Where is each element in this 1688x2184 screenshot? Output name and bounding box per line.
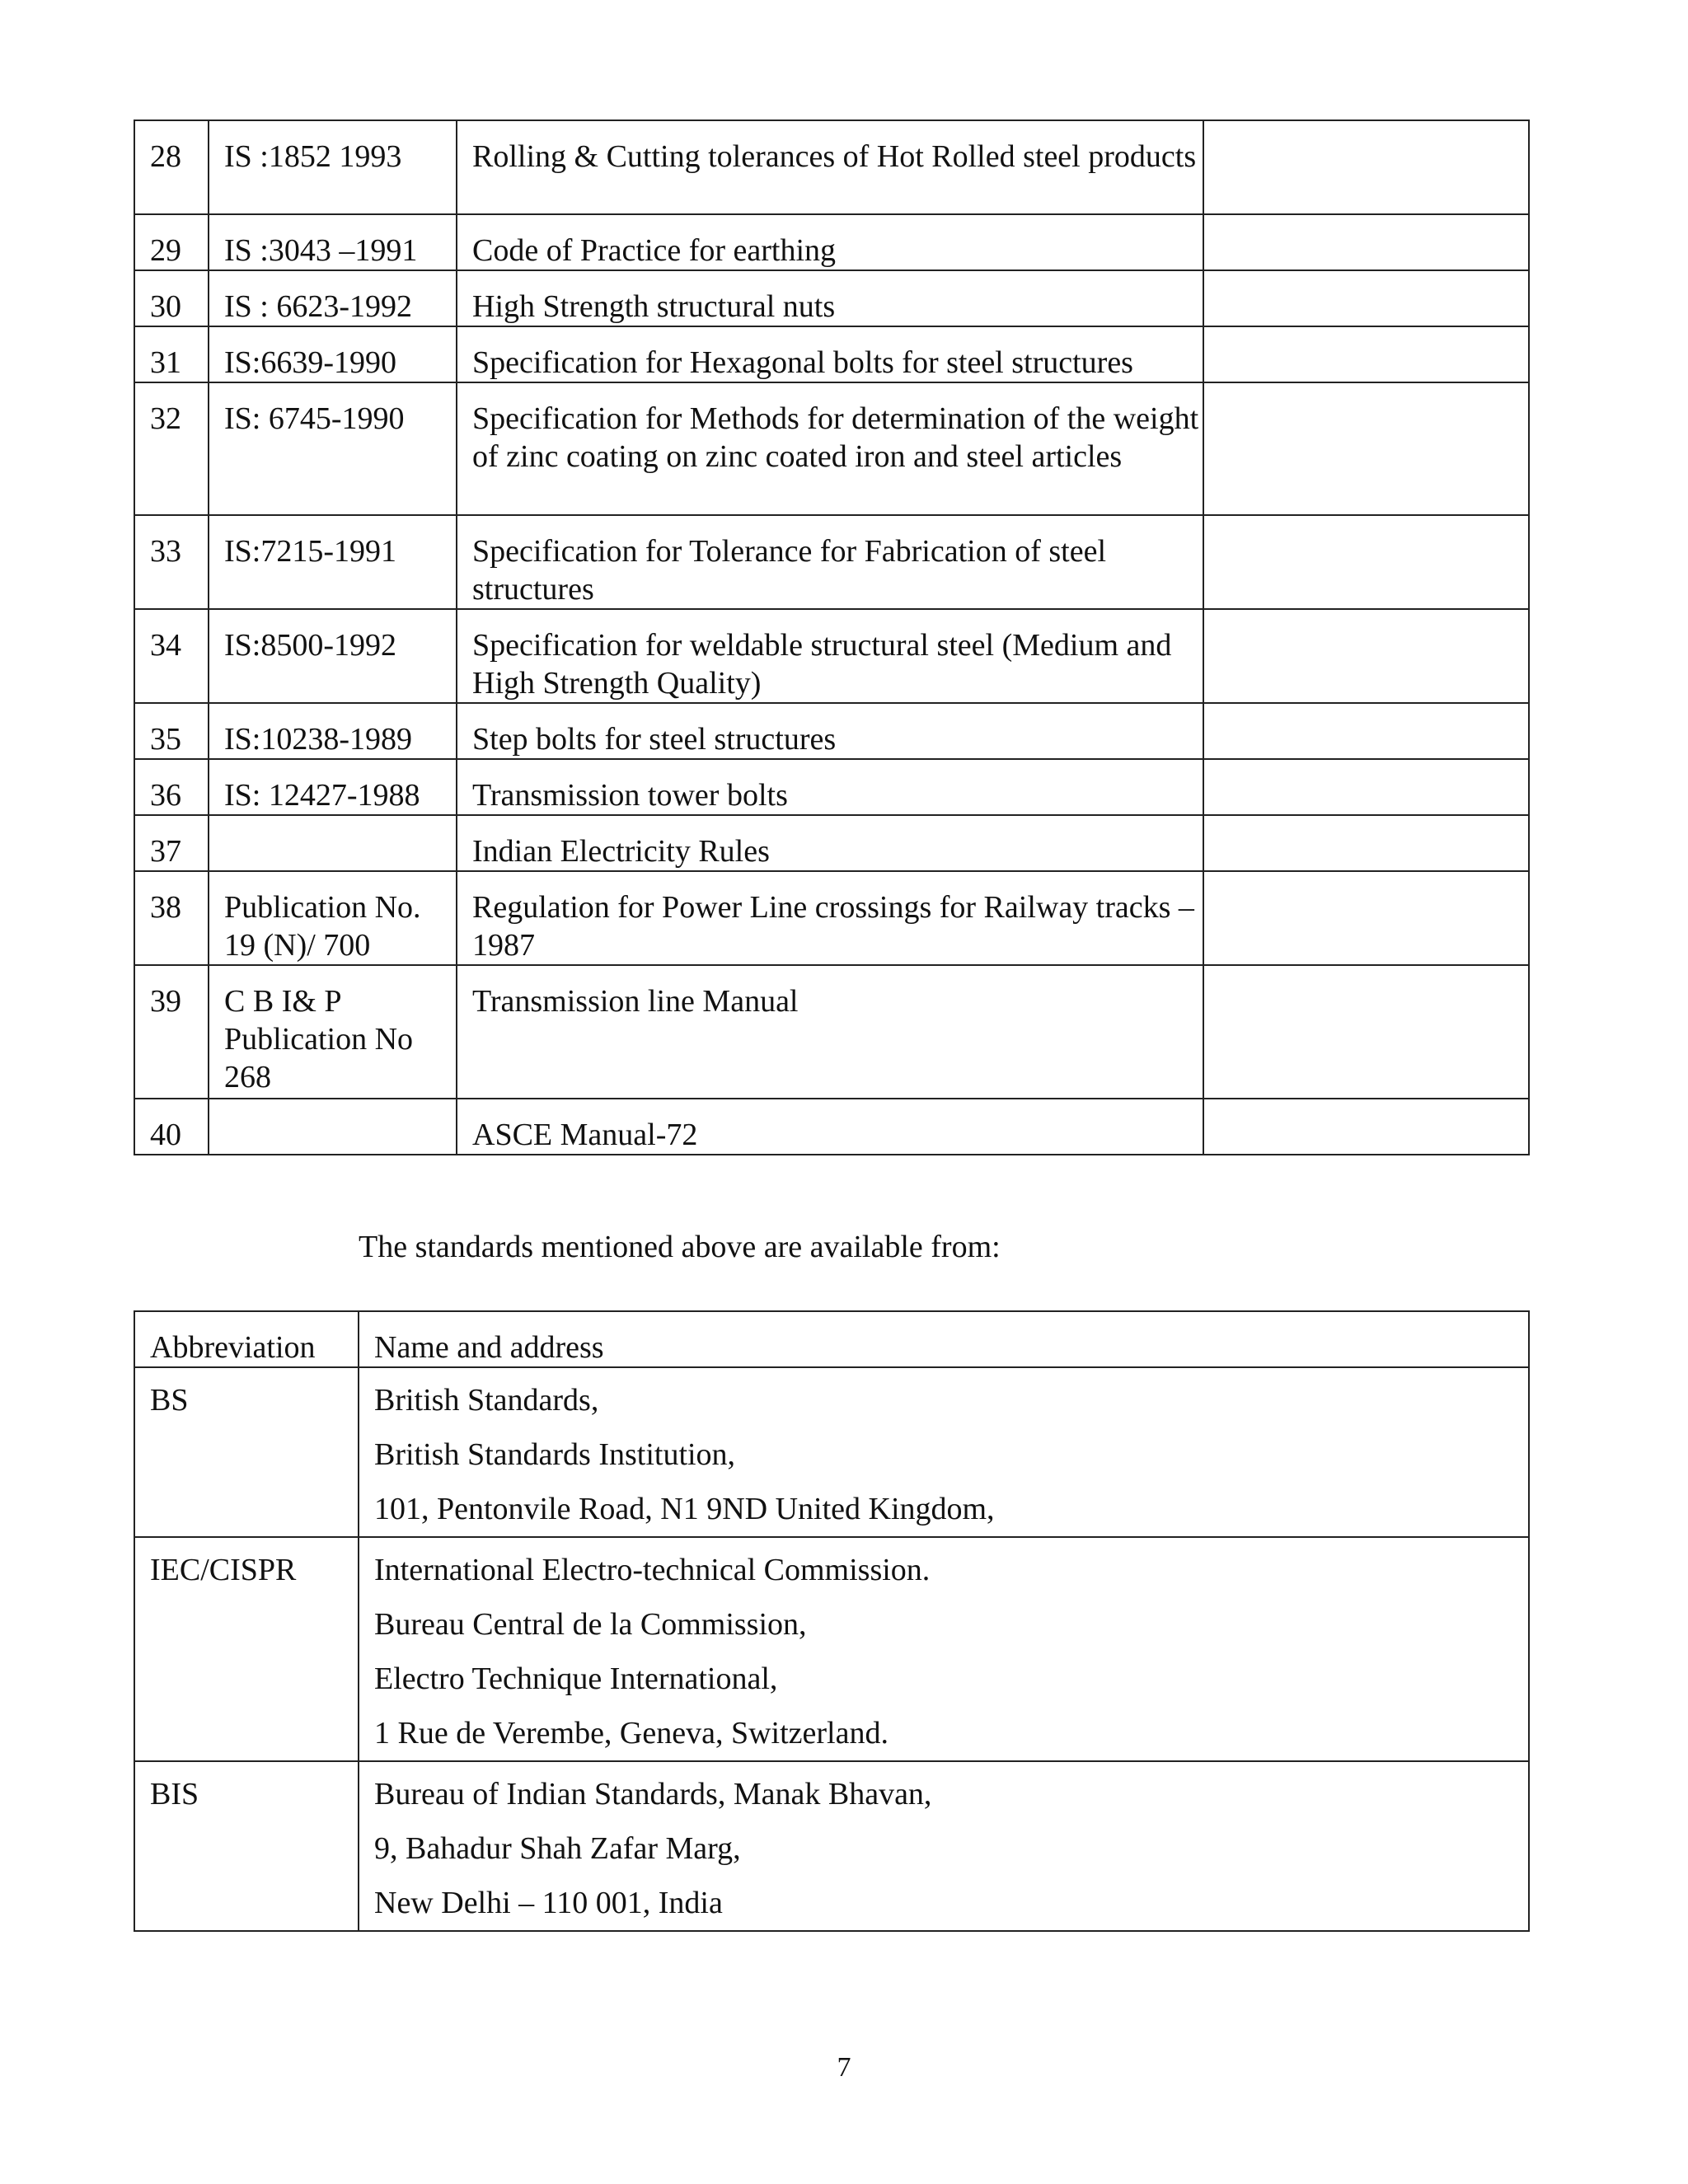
standard-number: 35 bbox=[134, 703, 209, 759]
address-line: 101, Pentonvile Road, N1 9ND United Kingdom, bbox=[374, 1492, 995, 1526]
standard-code: IS : 6623-1992 bbox=[209, 270, 457, 326]
table-row bbox=[134, 871, 1529, 965]
organization-abbreviation: IEC/CISPR bbox=[134, 1537, 359, 1761]
standard-code: Publication No. 19 (N)/ 700 bbox=[209, 871, 457, 965]
standard-number: 33 bbox=[134, 515, 209, 609]
address-line: New Delhi – 110 001, India bbox=[374, 1886, 723, 1920]
standard-title: Indian Electricity Rules bbox=[457, 815, 1203, 871]
standard-title: ASCE Manual-72 bbox=[457, 1099, 1203, 1155]
address-line: Electro Technique International, bbox=[374, 1661, 778, 1696]
table-row bbox=[134, 214, 1529, 270]
table-row bbox=[134, 1761, 1529, 1931]
standard-code: IS :1852 1993 bbox=[209, 120, 457, 214]
address-line: British Standards Institution, bbox=[374, 1437, 736, 1472]
page-number: 7 bbox=[837, 2052, 851, 2083]
standard-code: IS:8500-1992 bbox=[209, 609, 457, 703]
standard-title: Transmission line Manual bbox=[457, 965, 1203, 1099]
standard-remarks bbox=[1203, 965, 1529, 1099]
standard-number: 30 bbox=[134, 270, 209, 326]
standard-number: 28 bbox=[134, 120, 209, 214]
table-row bbox=[134, 1537, 1529, 1761]
table-row bbox=[134, 609, 1529, 703]
table-row bbox=[134, 815, 1529, 871]
address-line: 9, Bahadur Shah Zafar Marg, bbox=[374, 1831, 741, 1866]
address-line: Bureau of Indian Standards, Manak Bhavan, bbox=[374, 1777, 932, 1811]
organization-address bbox=[359, 1367, 1529, 1537]
address-line: 1 Rue de Verembe, Geneva, Switzerland. bbox=[374, 1716, 889, 1750]
standard-number: 34 bbox=[134, 609, 209, 703]
standard-remarks bbox=[1203, 382, 1529, 515]
table-row bbox=[134, 965, 1529, 1099]
standard-number: 37 bbox=[134, 815, 209, 871]
table-row bbox=[134, 382, 1529, 515]
standard-code bbox=[209, 1099, 457, 1155]
abbreviation-header: Abbreviation bbox=[134, 1311, 359, 1367]
standard-code: IS:6639-1990 bbox=[209, 326, 457, 382]
standard-remarks bbox=[1203, 1099, 1529, 1155]
standard-remarks bbox=[1203, 270, 1529, 326]
standard-title: High Strength structural nuts bbox=[457, 270, 1203, 326]
standard-title: Rolling & Cutting tolerances of Hot Rolled steel products bbox=[457, 120, 1203, 214]
table-row bbox=[134, 270, 1529, 326]
standard-remarks bbox=[1203, 515, 1529, 609]
standard-code: IS:7215-1991 bbox=[209, 515, 457, 609]
standard-title: Specification for Methods for determination of the weight of zinc coating on zinc coated iron and steel articles bbox=[457, 382, 1203, 515]
standard-remarks bbox=[1203, 214, 1529, 270]
organization-abbreviation: BS bbox=[134, 1367, 359, 1537]
standard-code: IS: 6745-1990 bbox=[209, 382, 457, 515]
standard-title: Specification for weldable structural steel (Medium and High Strength Quality) bbox=[457, 609, 1203, 703]
table-row bbox=[134, 703, 1529, 759]
organization-abbreviation: BIS bbox=[134, 1761, 359, 1931]
table-row bbox=[134, 1367, 1529, 1537]
table-row bbox=[134, 120, 1529, 214]
standard-remarks bbox=[1203, 703, 1529, 759]
organization-address bbox=[359, 1761, 1529, 1931]
standard-remarks bbox=[1203, 871, 1529, 965]
standard-remarks bbox=[1203, 326, 1529, 382]
standard-number: 40 bbox=[134, 1099, 209, 1155]
organizations-table bbox=[134, 1310, 1530, 1932]
standard-title: Specification for Hexagonal bolts for steel structures bbox=[457, 326, 1203, 382]
standard-number: 32 bbox=[134, 382, 209, 515]
standard-code: C B I& P Publication No 268 bbox=[209, 965, 457, 1099]
standard-code: IS: 12427-1988 bbox=[209, 759, 457, 815]
standard-remarks bbox=[1203, 815, 1529, 871]
standard-title: Regulation for Power Line crossings for Railway tracks – 1987 bbox=[457, 871, 1203, 965]
table-row bbox=[134, 326, 1529, 382]
standard-number: 29 bbox=[134, 214, 209, 270]
standard-number: 38 bbox=[134, 871, 209, 965]
standard-number: 39 bbox=[134, 965, 209, 1099]
standard-title: Step bolts for steel structures bbox=[457, 703, 1203, 759]
organization-address bbox=[359, 1537, 1529, 1761]
address-line: International Electro-technical Commission. bbox=[374, 1553, 931, 1587]
standard-title: Specification for Tolerance for Fabrication of steel structures bbox=[457, 515, 1203, 609]
standard-remarks bbox=[1203, 120, 1529, 214]
standard-remarks bbox=[1203, 609, 1529, 703]
name-address-header: Name and address bbox=[359, 1311, 1529, 1367]
standard-code: IS :3043 –1991 bbox=[209, 214, 457, 270]
standard-code bbox=[209, 815, 457, 871]
standard-number: 36 bbox=[134, 759, 209, 815]
table-row bbox=[134, 759, 1529, 815]
address-line: British Standards, bbox=[374, 1383, 599, 1418]
standard-number: 31 bbox=[134, 326, 209, 382]
address-line: Bureau Central de la Commission, bbox=[374, 1607, 807, 1642]
table-row bbox=[134, 1099, 1529, 1155]
table-header-row bbox=[134, 1311, 1529, 1367]
standard-code: IS:10238-1989 bbox=[209, 703, 457, 759]
table-row bbox=[134, 515, 1529, 609]
standards-table bbox=[134, 120, 1530, 1155]
availability-note: The standards mentioned above are available from: bbox=[359, 1230, 1001, 1264]
standard-title: Code of Practice for earthing bbox=[457, 214, 1203, 270]
standard-title: Transmission tower bolts bbox=[457, 759, 1203, 815]
standard-remarks bbox=[1203, 759, 1529, 815]
